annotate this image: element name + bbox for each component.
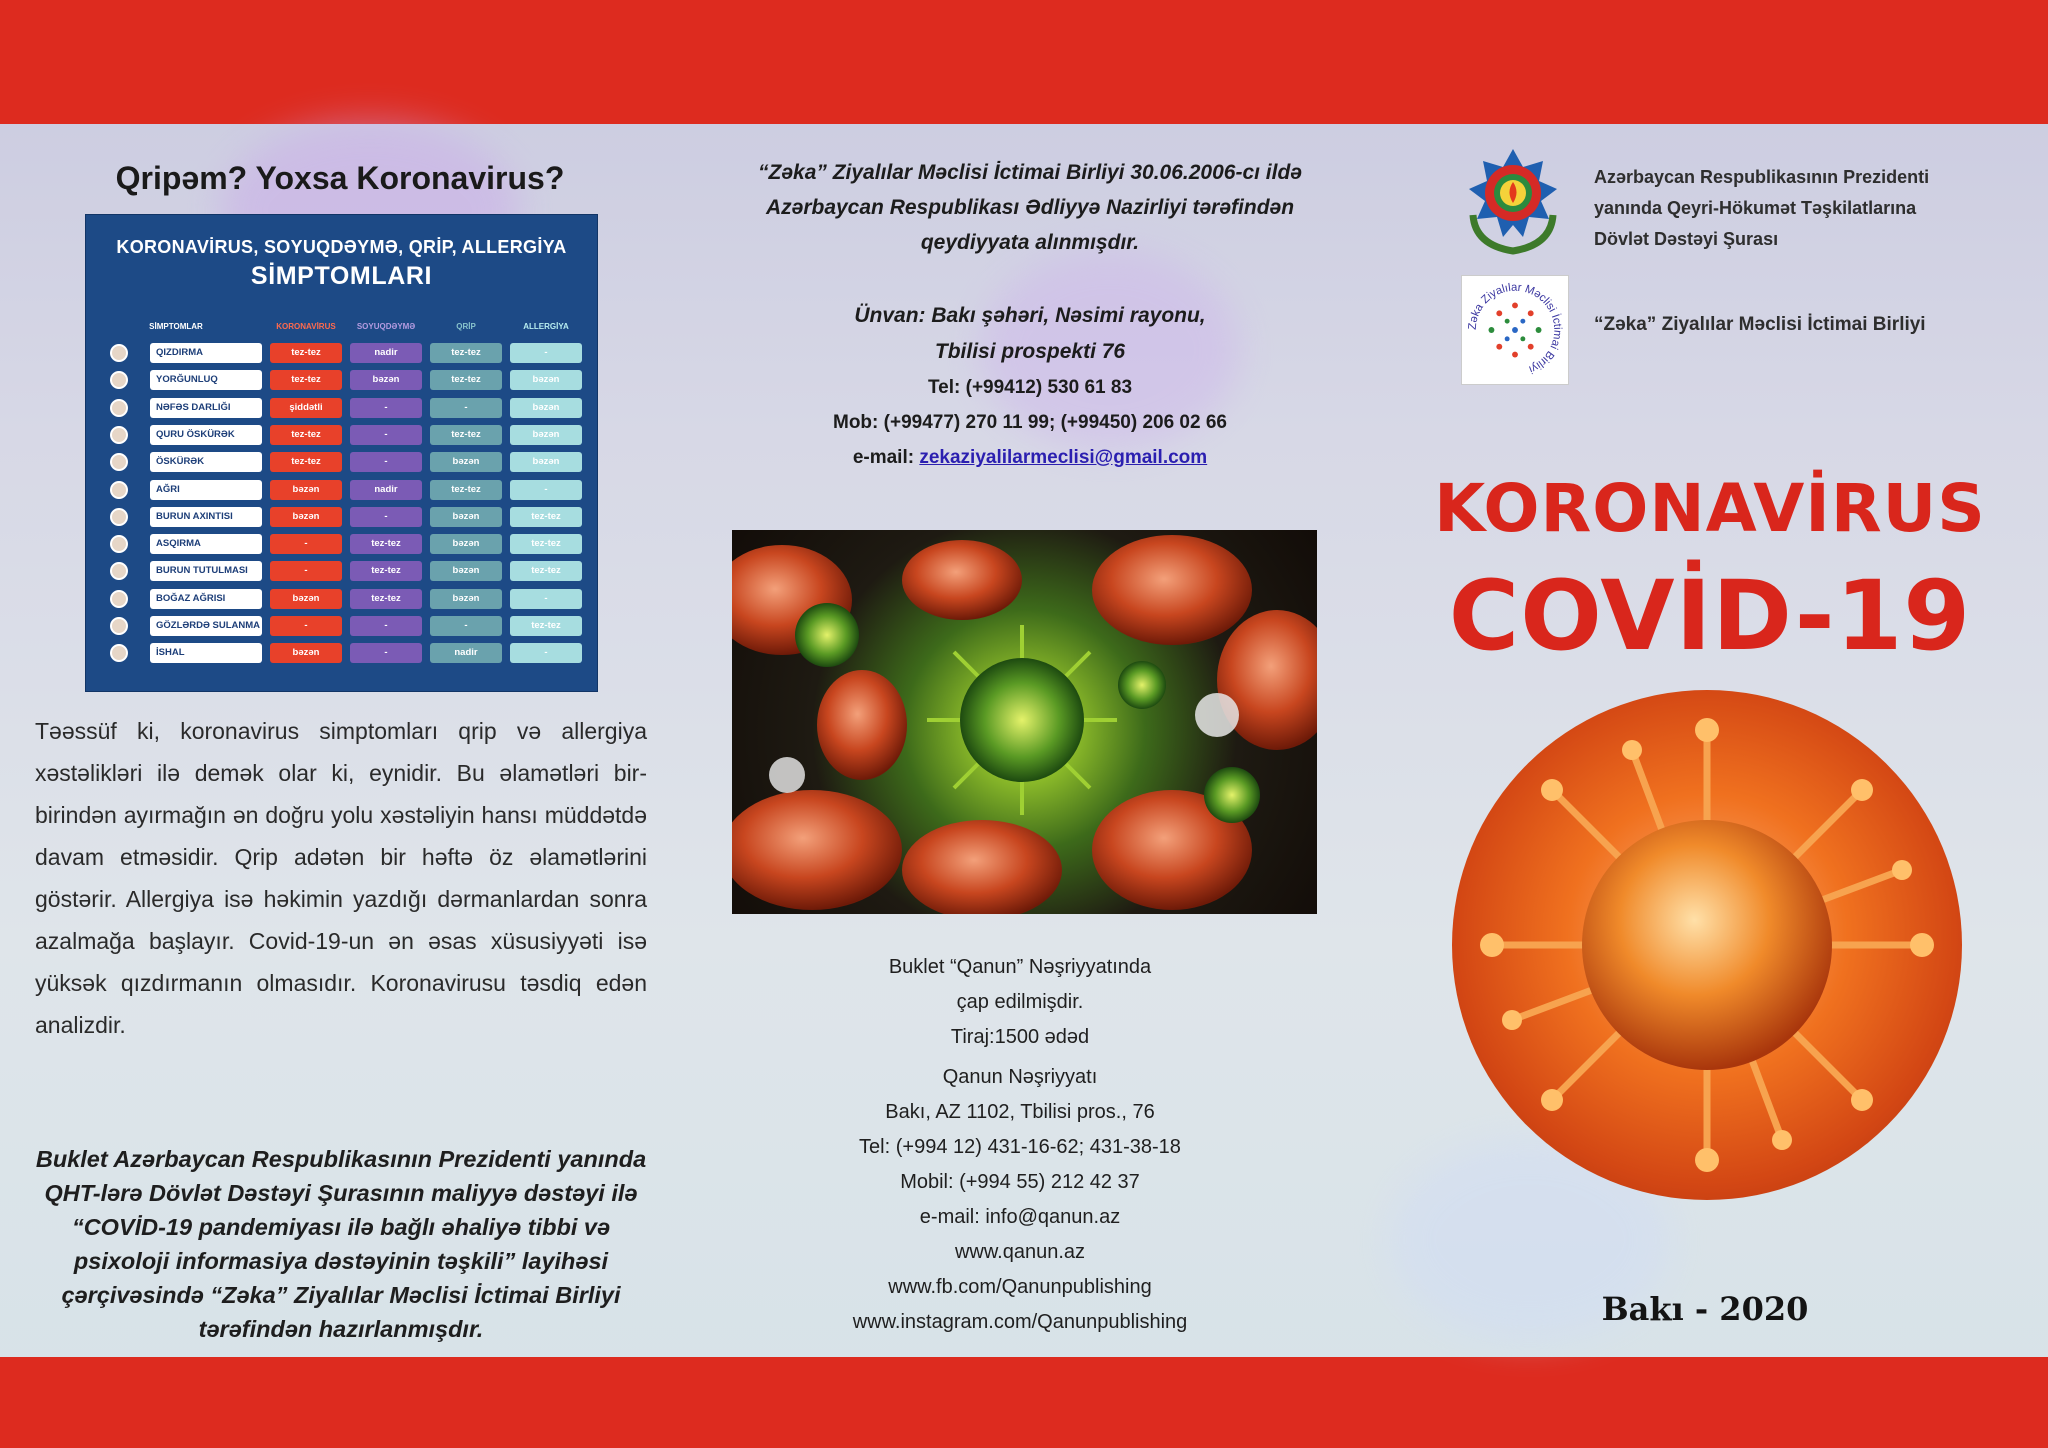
qrip-value: tez-tez [430, 370, 502, 390]
contact-block [740, 298, 1320, 475]
allergiya-value: tez-tez [510, 561, 582, 581]
soyuqdeyme-value: - [350, 643, 422, 663]
allergiya-value: - [510, 589, 582, 609]
publisher-address: Bakı, AZ 1102, Tbilisi pros., 76 [885, 1101, 1155, 1123]
publisher-info [740, 1060, 1300, 1340]
soyuqdeyme-value: nadir [350, 343, 422, 363]
soyuqdeyme-value: - [350, 452, 422, 472]
qrip-value: bəzən [430, 452, 502, 472]
koronavirus-value: şiddətli [270, 398, 342, 418]
soyuqdeyme-value: tez-tez [350, 534, 422, 554]
publisher-name: Qanun Nəşriyyatı [942, 1066, 1098, 1088]
funding-statement: Buklet Azərbaycan Respublikasının Prezidenti yanında QHT-lərə Dövlət Dəstəyi Şurasının maliyyə dəstəyi ilə “COVİD-19 pandemiyası ilə bağlı əhaliyə tibbi və psixoloji informasiya dəstəyinin təşkili” layihəsi çərçivəsində “Zəka” Ziyalılar Məclisi İctimai Birliyi tərəfindən hazırlanmışdır. [35, 1146, 647, 1342]
qrip-value: bəzən [430, 507, 502, 527]
virus-blood-cells-image [732, 530, 1317, 914]
table-row [86, 534, 597, 556]
header-simptomlar: SİMPTOMLAR [149, 322, 203, 331]
address-line: Tbilisi prospekti 76 [934, 340, 1126, 363]
header-koronavirus: KORONAVİRUS [276, 322, 336, 331]
table-row [86, 343, 597, 365]
allergiya-value: bəzən [510, 398, 582, 418]
symptom-avatar-icon [110, 399, 128, 417]
table-row [86, 425, 597, 447]
symptom-label: BURUN TUTULMASI [150, 561, 262, 581]
symptom-label: AĞRI [150, 480, 262, 500]
print-line: Tiraj:1500 ədəd [950, 1026, 1090, 1048]
symptom-avatar-icon [110, 590, 128, 608]
koronavirus-value: tez-tez [270, 425, 342, 445]
table-row [86, 507, 597, 529]
publisher-facebook: www.fb.com/Qanunpublishing [888, 1276, 1152, 1298]
soyuqdeyme-value: tez-tez [350, 561, 422, 581]
mobile-line: Mob: (+99477) 270 11 99; (+99450) 206 02 66 [833, 412, 1227, 433]
symptom-label: QURU ÖSKÜRƏK [150, 425, 262, 445]
table-row [86, 452, 597, 474]
qrip-value: - [430, 398, 502, 418]
symptom-avatar-icon [110, 453, 128, 471]
symptom-explanation-paragraph: Təəssüf ki, koronavirus simptomları qrip və allergiya xəstəlikləri ilə demək olar ki, eynidir. Bu əlamətləri bir-birindən ayırmağın ən doğru yolu xəstəliyin hansı müddətdə davam etməsidir. Qrip adətən bir həftə öz əlamətlərini göstərir. Allergiya isə həkimin yazdığı dərmanlardan sonra azalmağa başlayır. Covid-19-un ən əsas xüsusiyyəti isə yüksək qızdırmanın olmasıdır. Koronavirusu təsdiq edən analizdir. [35, 718, 647, 1038]
publisher-instagram: www.instagram.com/Qanunpublishing [852, 1311, 1188, 1333]
email-label: e-mail: [852, 447, 915, 468]
koronavirus-value: tez-tez [270, 452, 342, 472]
soyuqdeyme-value: bəzən [350, 370, 422, 390]
allergiya-value: tez-tez [510, 616, 582, 636]
publisher-mobile: Mobil: (+994 55) 212 42 37 [900, 1171, 1140, 1193]
symptom-label: BOĞAZ AĞRISI [150, 589, 262, 609]
header-allergiya: ALLERGİYA [523, 322, 569, 331]
soyuqdeyme-value: tez-tez [350, 589, 422, 609]
state-emblem-icon [1465, 145, 1561, 255]
print-info [740, 950, 1300, 1055]
allergiya-value: - [510, 643, 582, 663]
allergiya-value: bəzən [510, 452, 582, 472]
table-subtitle: SİMPTOMLARI [250, 262, 433, 290]
table-row [86, 643, 597, 665]
left-title: Qripəm? Yoxsa Koronavirus? [115, 160, 565, 196]
allergiya-value: bəzən [510, 425, 582, 445]
cover-subtitle: COVİD-19 [1448, 560, 1972, 672]
symptom-avatar-icon [110, 535, 128, 553]
koronavirus-value: - [270, 534, 342, 554]
symptom-avatar-icon [110, 344, 128, 362]
print-line: Buklet “Qanun” Nəşriyyatında [888, 956, 1152, 978]
allergiya-value: - [510, 343, 582, 363]
email-link[interactable]: zekaziyalilarmeclisi@gmail.com [919, 447, 1208, 468]
table-row [86, 480, 597, 502]
symptom-label: ÖSKÜRƏK [150, 452, 262, 472]
city-and-year: Bakı - 2020 [1601, 1290, 1809, 1328]
table-header [86, 322, 597, 336]
qrip-value: bəzən [430, 589, 502, 609]
qrip-value: bəzən [430, 561, 502, 581]
symptom-avatar-icon [110, 426, 128, 444]
registration-statement: “Zəka” Ziyalılar Məclisi İctimai Birliyi 30.06.2006-cı ildə Azərbaycan Respublikası Ədliyyə Nazirliyi tərəfindən qeydiyyata alınmışdır. [758, 161, 1302, 254]
gov-line: Azərbaycan Respublikasının Prezidenti [1594, 167, 1930, 187]
allergiya-value: tez-tez [510, 507, 582, 527]
soyuqdeyme-value: - [350, 398, 422, 418]
zeka-logo-ring-text: Zəka Ziyalılar Məclisi İctimai Birliyi [1466, 281, 1564, 376]
qrip-value: tez-tez [430, 480, 502, 500]
table-row [86, 589, 597, 611]
symptom-avatar-icon [110, 562, 128, 580]
coronavirus-illustration [1452, 690, 1962, 1200]
cover-title: KORONAVİRUS [1434, 470, 1986, 547]
table-row [86, 616, 597, 638]
symptom-label: QIZDIRMA [150, 343, 262, 363]
organization-name: “Zəka” Ziyalılar Məclisi İctimai Birliyi [1594, 314, 1926, 335]
table-row [86, 561, 597, 583]
gov-line: yanında Qeyri-Hökumət Təşkilatlarına [1594, 198, 1917, 218]
publisher-phone: Tel: (+994 12) 431-16-62; 431-38-18 [859, 1136, 1181, 1158]
koronavirus-value: bəzən [270, 643, 342, 663]
phone-line: Tel: (+99412) 530 61 83 [927, 377, 1133, 398]
soyuqdeyme-value: - [350, 616, 422, 636]
header-qrip: QRİP [456, 322, 476, 331]
koronavirus-value: bəzən [270, 507, 342, 527]
symptom-avatar-icon [110, 617, 128, 635]
publisher-website: www.qanun.az [954, 1241, 1086, 1263]
koronavirus-value: bəzən [270, 480, 342, 500]
table-row [86, 370, 597, 392]
gov-line: Dövlət Dəstəyi Şurası [1594, 229, 1779, 249]
coronavirus-image [1452, 690, 1962, 1200]
allergiya-value: bəzən [510, 370, 582, 390]
koronavirus-value: bəzən [270, 589, 342, 609]
address-line: Ünvan: Bakı şəhəri, Nəsimi rayonu, [854, 304, 1206, 327]
symptom-label: ASQIRMA [150, 534, 262, 554]
symptom-avatar-icon [110, 371, 128, 389]
koronavirus-value: tez-tez [270, 343, 342, 363]
symptom-avatar-icon [110, 481, 128, 499]
email-line [740, 440, 1320, 475]
symptom-label: İSHAL [150, 643, 262, 663]
print-line: çap edilmişdir. [956, 991, 1084, 1013]
qrip-value: nadir [430, 643, 502, 663]
table-title: KORONAVİRUS, SOYUQDƏYMƏ, QRİP, ALLERGİYA [116, 237, 567, 257]
koronavirus-value: tez-tez [270, 370, 342, 390]
virus-illustration [732, 530, 1317, 914]
soyuqdeyme-value: - [350, 425, 422, 445]
qrip-value: bəzən [430, 534, 502, 554]
allergiya-value: tez-tez [510, 534, 582, 554]
koronavirus-value: - [270, 616, 342, 636]
table-row [86, 398, 597, 420]
top-red-band [0, 0, 2048, 124]
qrip-value: tez-tez [430, 343, 502, 363]
government-council-name [1594, 162, 1929, 255]
symptom-avatar-icon [110, 644, 128, 662]
symptom-label: YORĞUNLUQ [150, 370, 262, 390]
qrip-value: tez-tez [430, 425, 502, 445]
soyuqdeyme-value: nadir [350, 480, 422, 500]
qrip-value: - [430, 616, 502, 636]
symptom-label: BURUN AXINTISI [150, 507, 262, 527]
allergiya-value: - [510, 480, 582, 500]
header-soyuqdeyme: SOYUQDƏYMƏ [356, 322, 416, 331]
zeka-logo-icon [1461, 275, 1569, 385]
symptom-avatar-icon [110, 508, 128, 526]
symptom-comparison-table [85, 214, 598, 692]
symptom-label: GÖZLƏRDƏ SULANMA [150, 616, 262, 636]
publisher-email: e-mail: info@qanun.az [919, 1206, 1121, 1228]
bottom-red-band [0, 1357, 2048, 1448]
soyuqdeyme-value: - [350, 507, 422, 527]
koronavirus-value: - [270, 561, 342, 581]
symptom-label: NƏFƏS DARLIĞI [150, 398, 262, 418]
